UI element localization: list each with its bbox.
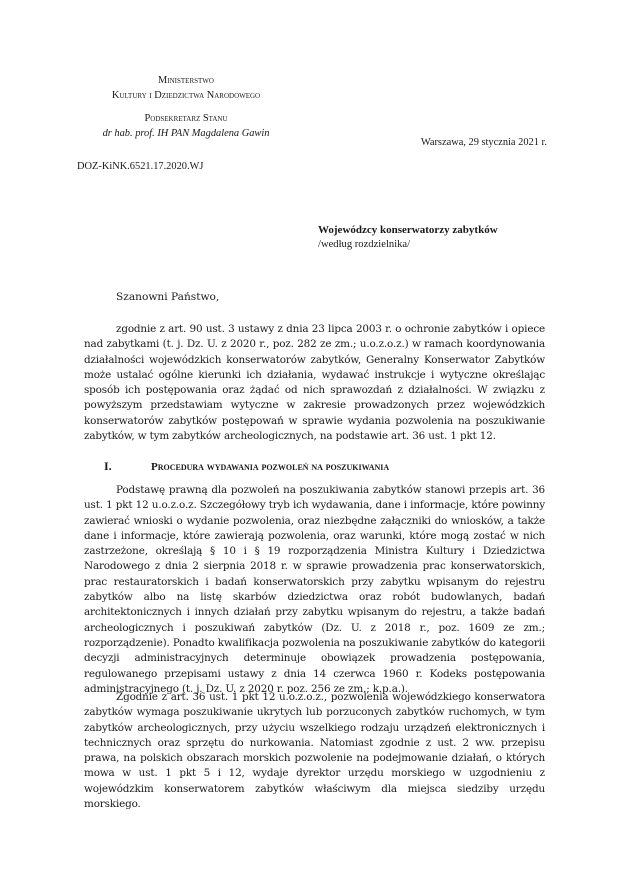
reference-number: DOZ-KiNK.6521.17.2020.WJ: [77, 161, 204, 172]
ministry-name-line2: Kultury i Dziedzictwa Narodowego: [111, 90, 261, 101]
section-paragraph-2: Zgodnie z art. 36 ust. 1 pkt 12 u.o.z.o.z., pozwolenia wojewódzkiego konserwatora zabytków wymaga poszukiwanie ukrytych lub porzuconych zabytków ruchomych, w tym zabytków archeologicznych, przy użyciu wszelkiego rodzaju urządzeń elektronicznych i technicznych oraz sprzętu do nurkowania. Natomiast zgodnie z ust. 2 ww. przepisu prawa, na polskich obszarach morskich pozwolenie na podejmowanie działań, o których mowa w ust. 1 pkt 5 i 12, wydaje dyrektor urzędu morskiego w uzgodnieniu z wojewódzkim konserwatorem zabytków właściwym dla miejsca siedziby urzędu morskiego.: [84, 691, 545, 811]
recipient-name: Wojewódzcy konserwatorzy zabytków: [318, 224, 498, 236]
section-number: I.: [104, 459, 112, 473]
section-paragraph-1: Podstawę prawną dla pozwoleń na poszukiwania zabytków stanowi przepis art. 36 ust. 1 pkt 12 u.o.z.o.z. Szczegółowy tryb ich wydawania, dane i informacje, które powinny zawierać wnioski o wydanie pozwolenia, oraz niezbędne załączniki do wniosków, a także dane i informacje, które zawierają pozwolenia, oraz warunki, które mogą zostać w nich zastrzeżone, określają § 10 i § 19 rozporządzenia Ministra Kultury i Dziedzictwa Narodowego z dnia 2 sierpnia 2018 r. w sprawie prowadzenia prac konserwatorskich, prac restauratorskich i badań konserwatorskich przy zabytku wpisanym do rejestru zabytków albo na listę skarbów dziedzictwa oraz robót budowlanych, badań architektonicznych i innych działań przy zabytku wpisanym do rejestru, a także badań archeologicznych i poszukiwań zabytków (Dz. U. z 2018 r., poz. 1609 ze zm.; rozporządzenie). Ponadto kwalifikacja pozwolenia na poszukiwanie zabytków do kategorii decyzji administracyjnych determinuje obowiązek prowadzenia postępowania, regulowanego przepisami ustawy z dnia 14 czerwca 1960 r. Kodeks postępowania administracyjnego (t. j. Dz. U. z 2020 r. poz. 256 ze zm.; k.p.a.).: [84, 484, 545, 695]
ministry-name-line1: Ministerstwo: [158, 75, 214, 86]
intro-paragraph: zgodnie z art. 90 ust. 3 ustawy z dnia 23 lipca 2003 r. o ochronie zabytków i opiece nad zabytkami (t. j. Dz. U. z 2020 r., poz. 282 ze zm.; u.o.z.o.z.) w ramach koordynowania działalności wojewódzkich konserwatorów zabytków, Generalny Konserwator Zabytków może ustalać ogólne kierunki ich działania, wydawać instrukcje i wytyczne określając sposób ich postępowania oraz żądać od nich sprawozdań z działalności. W związku z powyższym przedstawiam wytyczne w zakresie prowadzonych przez wojewódzkich konserwatorów zabytków postępowań w sprawie wydania pozwolenia na poszukiwanie zabytków, w tym zabytków archeologicznych, na podstawie art. 36 ust. 1 pkt 12.: [84, 323, 545, 443]
recipient-note: /według rozdzielnika/: [318, 239, 411, 250]
section-heading: [104, 459, 389, 474]
official-name: dr hab. prof. IH PAN Magdalena Gawin: [102, 128, 270, 139]
section-title: Procedura wydawania pozwoleń na poszukiwania: [151, 461, 390, 473]
place-and-date: Warszawa, 29 stycznia 2021 r.: [420, 137, 547, 148]
salutation: Szanowni Państwo,: [116, 291, 220, 303]
office-title: Podsekretarz Stanu: [144, 113, 228, 124]
